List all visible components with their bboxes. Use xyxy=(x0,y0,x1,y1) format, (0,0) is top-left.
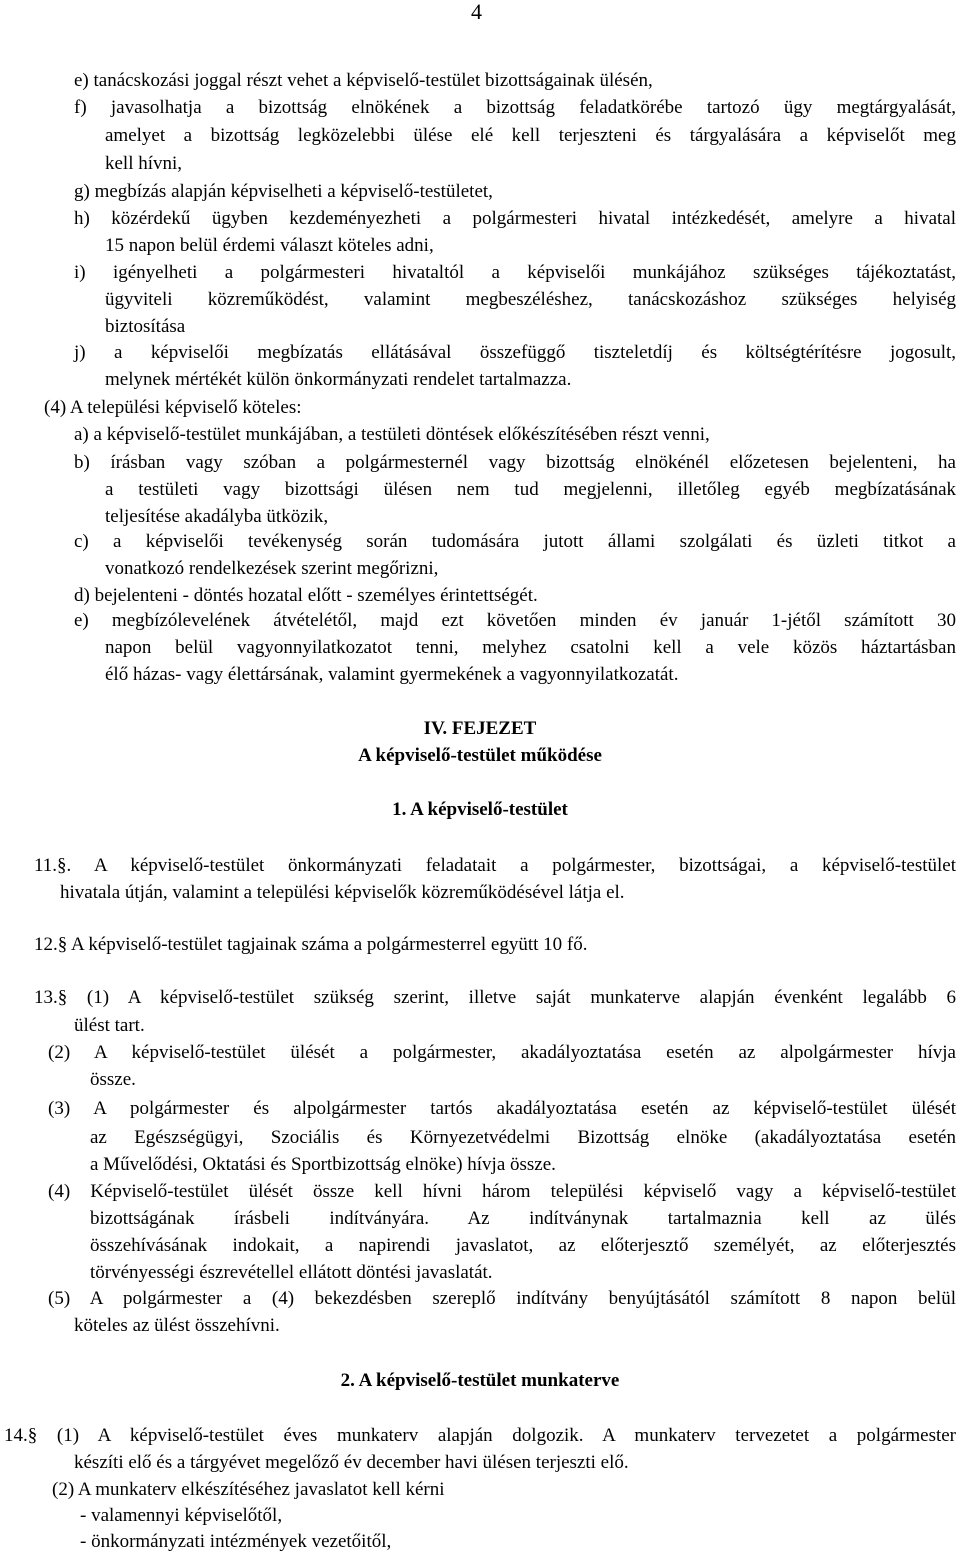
text-line: ügyviteli közreműködést, valamint megbeszéléshez, tanácskozáshoz szükséges helyiség xyxy=(105,289,956,310)
text-line: köteles az ülést összehívni. xyxy=(74,1315,280,1336)
section-12: 12.§ A képviselő-testület tagjainak száma a polgármesterrel együtt 10 fő. xyxy=(34,934,588,955)
text-line: teljesítése akadályba ütközik, xyxy=(105,506,329,527)
text-line: a testületi vagy bizottsági ülésen nem tud megjelenni, illetőleg egyéb megbízatásának xyxy=(105,479,956,500)
text-line: bizottságának írásbeli indítványára. Az indítványnak tartalmaznia kell az ülés xyxy=(90,1208,956,1229)
text-line: a Művelődési, Oktatási és Sportbizottság elnöke) hívja össze. xyxy=(90,1154,556,1175)
text-line: - valamennyi képviselőtől, xyxy=(80,1505,283,1526)
text-line: c) a képviselői tevékenység során tudomására jutott állami szolgálati és üzleti titkot a xyxy=(74,531,956,552)
text-line: hivatala útján, valamint a települési képviselők közreműködésével látja el. xyxy=(60,882,625,903)
text-line: élő házas- vagy élettársának, valamint gyermekének a vagyonnyilatkozatát. xyxy=(105,664,679,685)
section-heading: 1. A képviselő-testület xyxy=(392,799,568,820)
section-heading: 2. A képviselő-testület munkaterve xyxy=(340,1370,620,1391)
text-line: i) igényelheti a polgármesteri hivataltól a képviselői munkájához szükséges tájékoztatást, xyxy=(74,262,956,283)
text-line: (4) Képviselő-testület ülését össze kell hívni három települési képviselő vagy a képviselő-testület xyxy=(48,1181,956,1202)
chapter-number: IV. FEJEZET xyxy=(423,718,537,739)
text-line: napon belül vagyonnyilatkozatot tenni, melyhez csatolni kell a vele közös háztartásban xyxy=(105,637,956,658)
text-line: e) megbízólevelének átvételétől, majd ezt követően minden év január 1-jétől számított 30 xyxy=(74,610,956,631)
text-line: d) bejelenteni - döntés hozatal előtt - személyes érintettségét. xyxy=(74,585,538,606)
chapter-title: A képviselő-testület működése xyxy=(358,745,602,766)
text-line: (4) A települési képviselő köteles: xyxy=(44,397,302,418)
text-line: 15 napon belül érdemi választ köteles adni, xyxy=(105,235,434,256)
text-line: - önkormányzati intézmények vezetőitől, xyxy=(80,1531,392,1552)
text-line: (2) A munkaterv elkészítéséhez javaslatot kell kérni xyxy=(52,1479,445,1500)
text-line: kell hívni, xyxy=(105,153,183,174)
text-line: összehívásának indokait, a napirendi javaslatot, az előterjesztő személyét, az előterjesztés xyxy=(90,1235,956,1256)
text-line: b) írásban vagy szóban a polgármesternél vagy bizottság elnökénél előzetesen bejelenteni, ha xyxy=(74,452,956,473)
text-line: h) közérdekű ügyben kezdeményezheti a polgármesteri hivatal intézkedését, amelyre a hivatal xyxy=(74,208,956,229)
text-line: ülést tart. xyxy=(74,1015,145,1036)
text-line: össze. xyxy=(90,1069,136,1090)
text-line: j) a képviselői megbízatás ellátásával összefüggő tiszteletdíj és költségtérítésre jogosult, xyxy=(74,342,956,363)
text-line: (5) A polgármester a (4) bekezdésben szereplő indítvány benyújtásától számított 8 napon belül xyxy=(48,1288,956,1309)
text-line: 11.§. A képviselő-testület önkormányzati feladatait a polgármester, bizottságai, a képviselő-testület xyxy=(34,855,956,876)
text-line: 14.§ (1) A képviselő-testület éves munkaterv alapján dolgozik. A munkaterv tervezetet a polgármester xyxy=(4,1425,956,1446)
text-line: 13.§ (1) A képviselő-testület szükség szerint, illetve saját munkaterve alapján évenként legalább 6 xyxy=(34,987,956,1008)
page-number: 4 xyxy=(471,0,482,24)
text-line: vonatkozó rendelkezések szerint megőrizni, xyxy=(105,558,439,579)
text-line: (2) A képviselő-testület ülését a polgármester, akadályoztatása esetén az alpolgármester hívja xyxy=(48,1042,956,1063)
text-line: a) a képviselő-testület munkájában, a testületi döntések előkészítésében részt venni, xyxy=(74,424,710,445)
text-line: amelyet a bizottság legközelebbi ülése elé kell terjeszteni és tárgyalására a képviselőt meg xyxy=(105,125,956,146)
text-line: törvényességi észrevétellel ellátott döntési javaslatát. xyxy=(90,1262,493,1283)
text-line: g) megbízás alapján képviselheti a képviselő-testületet, xyxy=(74,181,493,202)
text-line: az Egészségügyi, Szociális és Környezetvédelmi Bizottság elnöke (akadályoztatása esetén xyxy=(90,1127,956,1148)
text-line: biztosítása xyxy=(105,316,186,337)
text-line: (3) A polgármester és alpolgármester tartós akadályoztatása esetén az képviselő-testület ülését xyxy=(48,1098,956,1119)
text-line: e) tanácskozási joggal részt vehet a képviselő-testület bizottságainak ülésén, xyxy=(74,70,653,91)
text-line: f) javasolhatja a bizottság elnökének a bizottság feladatkörébe tartozó ügy megtárgyalását, xyxy=(74,97,956,118)
text-line: melynek mértékét külön önkormányzati rendelet tartalmazza. xyxy=(105,369,572,390)
text-line: készíti elő és a tárgyévet megelőző év december havi ülésen terjeszti elő. xyxy=(74,1452,629,1473)
